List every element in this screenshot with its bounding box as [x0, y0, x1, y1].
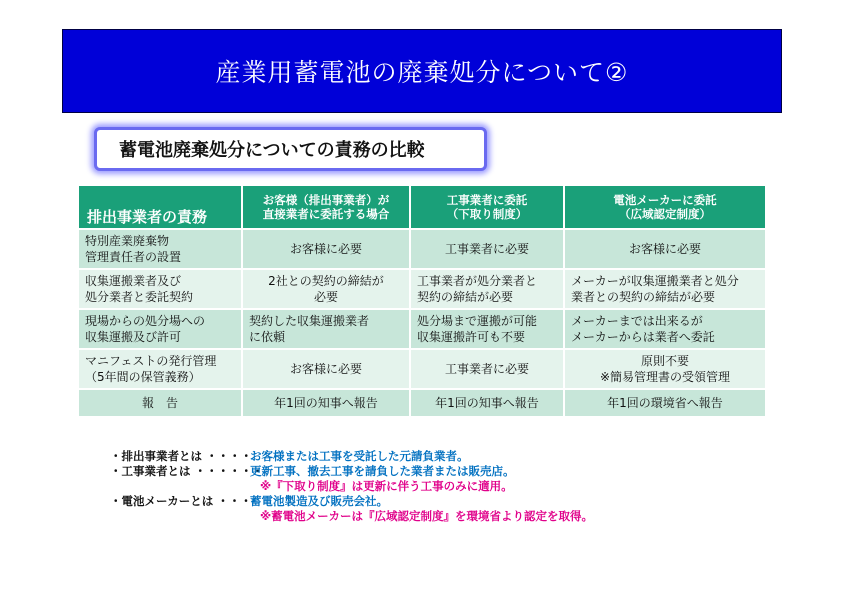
table-row [78, 229, 766, 269]
table-cell: お客様に必要 [242, 349, 410, 389]
note-row [110, 494, 593, 509]
note-row [110, 464, 593, 479]
note-row [110, 449, 593, 464]
subtitle-box [94, 127, 487, 171]
note-remark: ※蓄電池メーカーは『広域認定制度』を環境省より認定を取得。 [260, 509, 593, 523]
note-dots: ・・・・・・ [194, 464, 264, 478]
table-row [78, 309, 766, 349]
note-remark-row [110, 479, 593, 494]
note-term-label: ・工事業者とは [110, 464, 191, 478]
comparison-table [77, 184, 767, 418]
table-cell: お客様に必要 [242, 229, 410, 269]
table-cell: 年1回の知事へ報告 [242, 389, 410, 417]
header-cell: お客様（排出事業者）が 直接業者に委託する場合 [242, 185, 410, 229]
table-row [78, 269, 766, 309]
table-cell: 原則不要 ※簡易管理書の受領管理 [564, 349, 766, 389]
table-cell: 年1回の環境省へ報告 [564, 389, 766, 417]
table-cell: お客様に必要 [564, 229, 766, 269]
note-definition: 更新工事、撤去工事を請負した業者または販売店。 [250, 464, 515, 478]
note-definition: 蓄電池製造及び販売会社。 [250, 494, 388, 508]
header-cell: 排出事業者の責務 [78, 185, 242, 229]
table-cell: 収集運搬業者及び 処分業者と委託契約 [78, 269, 242, 309]
table-cell: メーカーまでは出来るが メーカーからは業者へ委託 [564, 309, 766, 349]
table-cell: 現場からの処分場への 収集運搬及び許可 [78, 309, 242, 349]
table-cell: 工事業者に必要 [410, 229, 564, 269]
note-term [110, 494, 250, 509]
table-cell: 年1回の知事へ報告 [410, 389, 564, 417]
table-row [78, 349, 766, 389]
header-cell: 電池メーカーに委託 （広域認定制度） [564, 185, 766, 229]
table-cell: マニフェストの発行管理 （5年間の保管義務） [78, 349, 242, 389]
page-subtitle: 蓄電池廃棄処分についての責務の比較 [119, 140, 425, 161]
note-term [110, 449, 253, 464]
table-cell: 2社との契約の締結が 必要 [242, 269, 410, 309]
table-cell: 工事業者が処分業者と 契約の締結が必要 [410, 269, 564, 309]
note-dots: ・・・・ [206, 449, 253, 463]
table-cell: 報 告 [78, 389, 242, 417]
table-cell: メーカーが収集運搬業者と処分 業者との契約の締結が必要 [564, 269, 766, 309]
table-cell: 契約した収集運搬業者 に依頼 [242, 309, 410, 349]
table-cell: 特別産業廃棄物 管理責任者の設置 [78, 229, 242, 269]
note-dots: ・・・ [217, 494, 252, 508]
note-term [110, 464, 264, 479]
note-remark-row [110, 509, 593, 524]
table-cell: 工事業者に必要 [410, 349, 564, 389]
page-title: 産業用蓄電池の廃棄処分について② [215, 58, 629, 87]
table-cell: 処分場まで運搬が可能 収集運搬許可も不要 [410, 309, 564, 349]
note-term-label: ・排出事業者とは [110, 449, 202, 463]
title-banner [62, 29, 782, 113]
note-definition: お客様または工事を受託した元請負業者。 [250, 449, 469, 463]
header-cell: 工事業者に委託 （下取り制度） [410, 185, 564, 229]
note-remark: ※『下取り制度』は更新に伴う工事のみに適用。 [260, 479, 513, 493]
note-term-label: ・電池メーカーとは [110, 494, 214, 508]
definitions-notes [110, 449, 593, 524]
table-row [78, 389, 766, 417]
table-header-row [78, 185, 766, 229]
